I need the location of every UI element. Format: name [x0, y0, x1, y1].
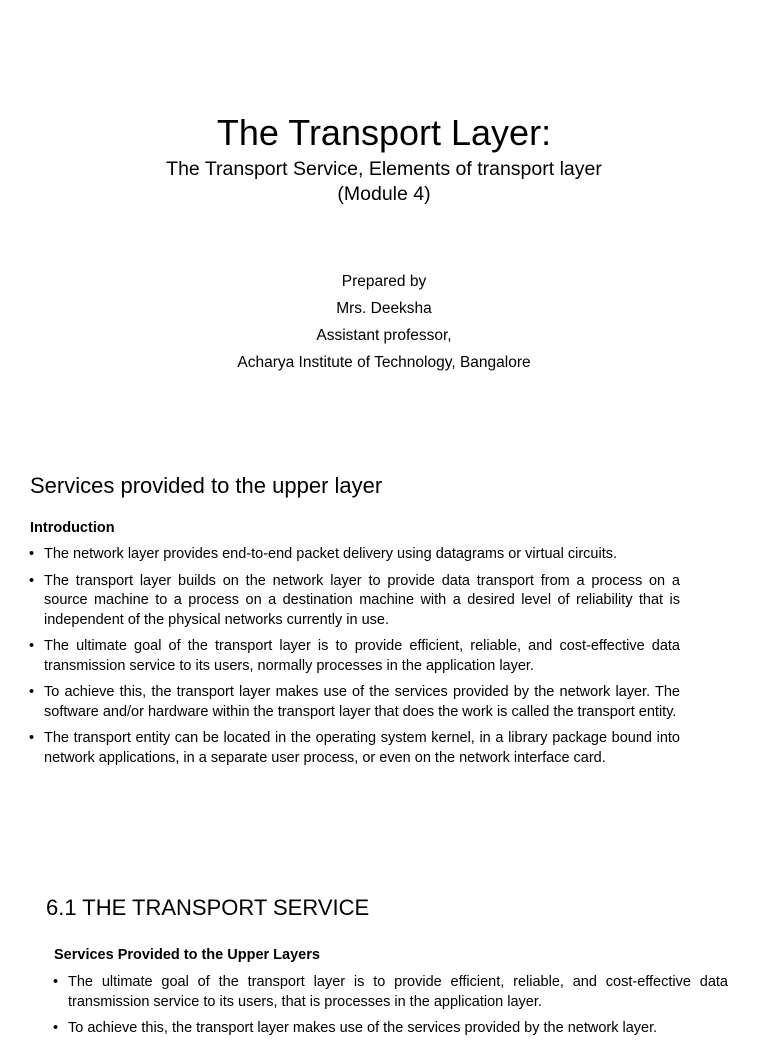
- bullet-item: [29, 545, 680, 565]
- bullet-text: The transport layer builds on the network layer to provide data transport from a process on a source machine to a process on a destination machine with a desired level of reliability that is independent of the physical networks currently in use.: [44, 572, 680, 628]
- bullet-text: To achieve this, the transport layer makes use of the services provided by the network layer. The software and/or hardware within the transport layer that does the work is called the transport entity.: [44, 684, 680, 720]
- bullet-item: [53, 1019, 728, 1039]
- bullet-icon: •: [29, 638, 35, 654]
- bullet-icon: •: [53, 974, 59, 990]
- author-role: Assistant professor,: [316, 327, 452, 344]
- bullet-item: [53, 973, 728, 1012]
- bullet-icon: •: [29, 546, 35, 562]
- bullet-item: [29, 729, 680, 768]
- subtitle-line: The Transport Service, Elements of transport layer: [166, 158, 602, 180]
- slide-title: The Transport Layer:: [216, 112, 552, 153]
- bullet-icon: •: [29, 572, 35, 589]
- section-subheading: Introduction: [30, 520, 115, 536]
- title-slide: [0, 0, 768, 420]
- bullet-text: The network layer provides end-to-end packet delivery using datagrams or virtual circuits.: [44, 546, 618, 562]
- bullet-item: [29, 637, 680, 676]
- bullet-icon: •: [29, 684, 35, 700]
- bullet-text: To achieve this, the transport layer makes use of the services provided by the network layer.: [68, 1020, 658, 1036]
- slide-heading: Services provided to the upper layer: [30, 473, 383, 498]
- slide-subtitle: [0, 157, 768, 207]
- prepared-by-label: Prepared by: [341, 273, 427, 290]
- author-name: Mrs. Deeksha: [336, 300, 432, 317]
- slide-heading: 6.1 THE TRANSPORT SERVICE: [46, 895, 370, 920]
- services-slide: [0, 420, 768, 840]
- module-label: (Module 4): [337, 183, 431, 205]
- section-subheading: Services Provided to the Upper Layers: [54, 947, 320, 963]
- author-organization: Acharya Institute of Technology, Bangalore: [237, 354, 531, 371]
- bullet-icon: •: [53, 1020, 59, 1036]
- bullet-text: The transport entity can be located in the operating system kernel, in a library package bound into network applications, in a separate user process, or even on the network interface card.: [44, 730, 680, 766]
- bullet-icon: •: [29, 730, 35, 746]
- transport-service-slide: [0, 840, 768, 1036]
- bullet-list: [29, 545, 680, 775]
- author-block: [0, 268, 768, 376]
- bullet-text: The ultimate goal of the transport layer is to provide efficient, reliable, and cost-effective data transmission service to its users, normally processes in the application layer.: [44, 638, 680, 674]
- bullet-item: [29, 683, 680, 722]
- bullet-item: [29, 572, 680, 631]
- bullet-text: The ultimate goal of the transport layer is to provide efficient, reliable, and cost-effective data transmission service to its users, that is processes in the application layer.: [68, 974, 728, 1010]
- bullet-list: [53, 973, 728, 1046]
